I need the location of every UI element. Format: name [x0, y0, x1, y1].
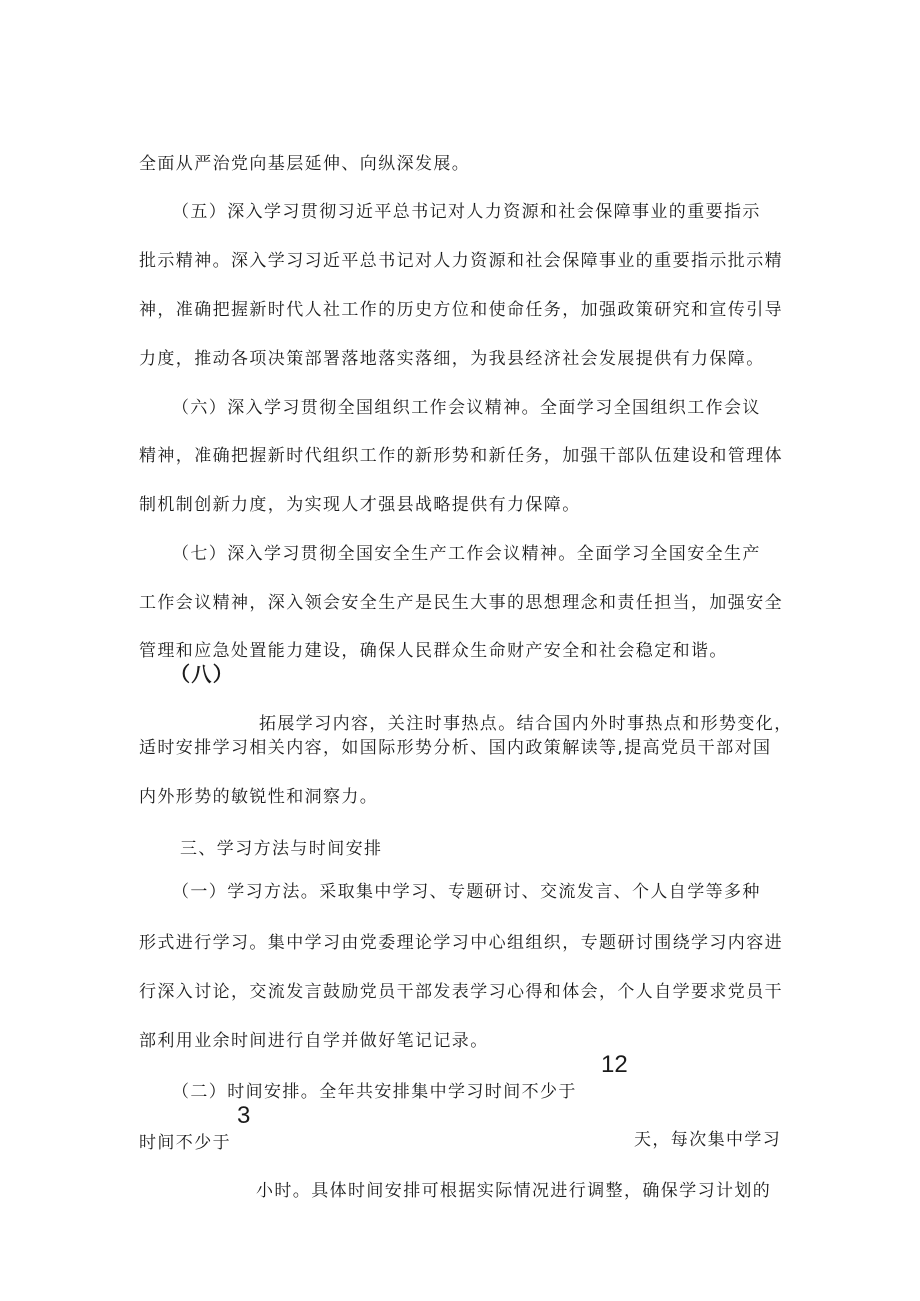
text-span: 制机制创新力度，为实现人才强县战略提供有力保障。 [139, 495, 581, 515]
number-text: 12 [601, 1051, 628, 1078]
paragraph-line [0, 372, 920, 418]
paragraph-line [0, 761, 920, 807]
paragraph-line [0, 615, 920, 661]
text-span: 全面从严治党向基层延伸、向纵深发展。 [139, 154, 471, 174]
text-span: （七）深入学习贯彻全国安全生产工作会议精神。全面学习全国安全生产 [172, 544, 761, 564]
text-span: （五）深入学习贯彻习近平总书记对人力资源和社会保障事业的重要指示 [172, 202, 761, 222]
paragraph-line [0, 1051, 920, 1150]
paragraph-line [0, 420, 920, 466]
paragraph-line [0, 907, 920, 953]
paragraph-line [0, 176, 920, 222]
paragraph-line [0, 712, 920, 758]
section-heading [0, 813, 920, 859]
text-span: 精神，准确把握新时代组织工作的新形势和新任务，加强干部队伍建设和管理体 [139, 446, 783, 466]
text-span: 内外形势的敏锐性和洞察力。 [139, 787, 379, 807]
text-span: 批示精神。深入学习习近平总书记对人力资源和社会保障事业的重要指示批示精 [139, 251, 783, 271]
paragraph-line [0, 518, 920, 564]
text-span: （八） [170, 662, 235, 686]
text-span: 部利用业余时间进行自学并做好笔记记录。 [139, 1031, 489, 1051]
paragraph-line [0, 323, 920, 369]
text-span: 行深入讨论，交流发言鼓励党员干部发表学习心得和体会，个人自学要求党员干 [139, 982, 783, 1002]
text-span: 神，准确把握新时代人社工作的历史方位和使命任务，加强政策研究和宣传引导 [139, 300, 783, 320]
number-text: 3 [237, 1102, 251, 1129]
paragraph-line [0, 567, 920, 613]
paragraph-line [0, 1005, 920, 1051]
paragraph-line [0, 225, 920, 271]
text-span: 小时。具体时间安排可根据实际情况进行调整，确保学习计划的 [256, 1181, 772, 1201]
text-span: 适时安排学习相关内容，如国际形势分析、国内政策解读等,提高党员干部对国 [139, 738, 772, 758]
heading-text: 三、学习方法与时间安排 [180, 839, 383, 859]
text-span: 形式进行学习。集中学习由党委理论学习中心组组织，专题研讨围绕学习内容进 [139, 933, 783, 953]
paragraph-line [0, 274, 920, 320]
text-span: 拓展学习内容，关注时事热点。结合国内外时事热点和形势变化， [259, 714, 793, 734]
paragraph-line [0, 956, 920, 1002]
text-span: （二）时间安排。全年共安排集中学习时间不少于 [172, 1082, 577, 1102]
text-span: 管理和应急处置能力建设，确保人民群众生命财产安全和社会稳定和谐。 [139, 641, 728, 661]
paragraph-line [0, 469, 920, 515]
text-span: （一）学习方法。采取集中学习、专题研讨、交流发言、个人自学等多种 [172, 882, 761, 902]
text-span: 力度，推动各项决策部署落地落实落细，为我县经济社会发展提供有力保障。 [139, 349, 765, 369]
paragraph-line [0, 662, 920, 734]
paragraph-line [0, 856, 920, 902]
paragraph-line [0, 128, 920, 174]
text-span: （六）深入学习贯彻全国组织工作会议精神。全面学习全国组织工作会议 [172, 398, 761, 418]
text-span: 时间不少于 [139, 1133, 231, 1153]
text-span: 工作会议精神，深入领会安全生产是民生大事的思想理念和责任担当，加强安全 [139, 593, 783, 613]
text-span: 天，每次集中学习 [634, 1130, 782, 1150]
